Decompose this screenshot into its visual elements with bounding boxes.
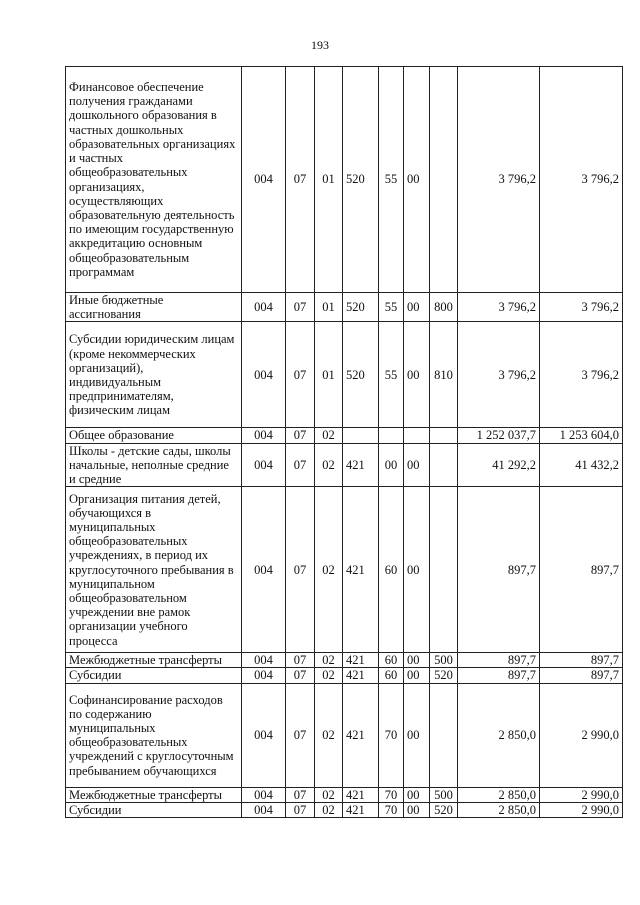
amount-year-2: 3 796,2 [540, 67, 623, 293]
target-code-subprogram: 60 [379, 653, 404, 668]
table-row [66, 293, 623, 322]
amount-year-2: 2 990,0 [540, 787, 623, 802]
target-code-subprogram: 70 [379, 802, 404, 817]
section-code: 07 [286, 802, 315, 817]
section-code: 07 [286, 322, 315, 428]
target-code-article: 00 [404, 322, 430, 428]
target-code-program: 421 [343, 683, 379, 787]
target-code-subprogram: 70 [379, 683, 404, 787]
expense-type-code: 520 [430, 668, 458, 683]
amount-year-1: 3 796,2 [458, 67, 540, 293]
ministry-code: 004 [242, 487, 286, 653]
amount-year-2: 897,7 [540, 487, 623, 653]
subsection-code: 01 [315, 67, 343, 293]
subsection-code: 02 [315, 668, 343, 683]
target-code-subprogram: 55 [379, 67, 404, 293]
subsection-code: 02 [315, 653, 343, 668]
expense-type-code [430, 487, 458, 653]
row-name: Иные бюджетные ассигнования [66, 293, 242, 322]
row-name: Межбюджетные трансферты [66, 787, 242, 802]
expense-type-code [430, 443, 458, 487]
target-code-article: 00 [404, 487, 430, 653]
target-code-article: 00 [404, 653, 430, 668]
section-code: 07 [286, 428, 315, 443]
section-code: 07 [286, 293, 315, 322]
row-name: Субсидии юридическим лицам (кроме некоммерческих организаций), индивидуальным предпринимателям, физическим лицам [66, 322, 242, 428]
expense-type-code [430, 67, 458, 293]
target-code-article: 00 [404, 802, 430, 817]
amount-year-2: 2 990,0 [540, 683, 623, 787]
row-name: Школы - детские сады, школы начальные, неполные средние и средние [66, 443, 242, 487]
target-code-article: 00 [404, 443, 430, 487]
expense-type-code [430, 428, 458, 443]
target-code-subprogram: 55 [379, 293, 404, 322]
row-name: Финансовое обеспечение получения гражданами дошкольного образования в частных дошкольных образовательных организациях и частных общеобразовательных организациях, осуществляющих образовательную деятельность по имеющим государственную аккредитацию основным общеобразовательным программам [66, 67, 242, 293]
target-code-subprogram: 00 [379, 443, 404, 487]
ministry-code: 004 [242, 293, 286, 322]
section-code: 07 [286, 787, 315, 802]
expense-type-code: 520 [430, 802, 458, 817]
ministry-code: 004 [242, 443, 286, 487]
table-row [66, 443, 623, 487]
target-code-program [343, 428, 379, 443]
amount-year-1: 2 850,0 [458, 802, 540, 817]
target-code-article: 00 [404, 683, 430, 787]
subsection-code: 02 [315, 683, 343, 787]
target-code-subprogram: 60 [379, 487, 404, 653]
target-code-article: 00 [404, 668, 430, 683]
section-code: 07 [286, 683, 315, 787]
subsection-code: 01 [315, 322, 343, 428]
amount-year-1: 3 796,2 [458, 293, 540, 322]
amount-year-1: 41 292,2 [458, 443, 540, 487]
subsection-code: 02 [315, 802, 343, 817]
target-code-program: 520 [343, 322, 379, 428]
ministry-code: 004 [242, 653, 286, 668]
target-code-subprogram: 60 [379, 668, 404, 683]
section-code: 07 [286, 487, 315, 653]
target-code-program: 421 [343, 443, 379, 487]
amount-year-1: 2 850,0 [458, 683, 540, 787]
ministry-code: 004 [242, 802, 286, 817]
amount-year-1: 2 850,0 [458, 787, 540, 802]
subsection-code: 02 [315, 487, 343, 653]
ministry-code: 004 [242, 787, 286, 802]
amount-year-1: 897,7 [458, 653, 540, 668]
amount-year-2: 2 990,0 [540, 802, 623, 817]
target-code-subprogram [379, 428, 404, 443]
table-row [66, 428, 623, 443]
budget-table [65, 66, 623, 818]
amount-year-1: 3 796,2 [458, 322, 540, 428]
row-name: Межбюджетные трансферты [66, 653, 242, 668]
expense-type-code: 800 [430, 293, 458, 322]
amount-year-2: 41 432,2 [540, 443, 623, 487]
row-name: Организация питания детей, обучающихся в муниципальных общеобразовательных учреждениях, в период их круглосуточного пребывания в муниципальном общеобразовательном учреждении вне рамок организации учебного процесса [66, 487, 242, 653]
target-code-article [404, 428, 430, 443]
expense-type-code [430, 683, 458, 787]
table-row [66, 802, 623, 817]
subsection-code: 01 [315, 293, 343, 322]
target-code-program: 421 [343, 668, 379, 683]
amount-year-1: 1 252 037,7 [458, 428, 540, 443]
section-code: 07 [286, 67, 315, 293]
expense-type-code: 500 [430, 653, 458, 668]
row-name: Общее образование [66, 428, 242, 443]
amount-year-2: 3 796,2 [540, 293, 623, 322]
target-code-program: 421 [343, 653, 379, 668]
table-row [66, 653, 623, 668]
section-code: 07 [286, 443, 315, 487]
target-code-article: 00 [404, 787, 430, 802]
subsection-code: 02 [315, 443, 343, 487]
row-name: Субсидии [66, 668, 242, 683]
ministry-code: 004 [242, 428, 286, 443]
target-code-program: 421 [343, 802, 379, 817]
target-code-article: 00 [404, 293, 430, 322]
ministry-code: 004 [242, 67, 286, 293]
table-row [66, 787, 623, 802]
amount-year-1: 897,7 [458, 487, 540, 653]
row-name: Субсидии [66, 802, 242, 817]
expense-type-code: 810 [430, 322, 458, 428]
section-code: 07 [286, 653, 315, 668]
target-code-subprogram: 70 [379, 787, 404, 802]
table-row [66, 487, 623, 653]
target-code-subprogram: 55 [379, 322, 404, 428]
subsection-code: 02 [315, 787, 343, 802]
expense-type-code: 500 [430, 787, 458, 802]
row-name: Софинансирование расходов по содержанию муниципальных общеобразовательных учреждений с круглосуточным пребыванием обучающихся [66, 683, 242, 787]
ministry-code: 004 [242, 683, 286, 787]
amount-year-2: 3 796,2 [540, 322, 623, 428]
table-row [66, 683, 623, 787]
subsection-code: 02 [315, 428, 343, 443]
amount-year-2: 897,7 [540, 668, 623, 683]
target-code-program: 421 [343, 487, 379, 653]
target-code-program: 520 [343, 67, 379, 293]
page-number: 193 [311, 38, 329, 52]
target-code-program: 520 [343, 293, 379, 322]
amount-year-2: 1 253 604,0 [540, 428, 623, 443]
ministry-code: 004 [242, 668, 286, 683]
table-row [66, 668, 623, 683]
section-code: 07 [286, 668, 315, 683]
target-code-article: 00 [404, 67, 430, 293]
target-code-program: 421 [343, 787, 379, 802]
table-row [66, 322, 623, 428]
ministry-code: 004 [242, 322, 286, 428]
amount-year-2: 897,7 [540, 653, 623, 668]
table-row [66, 67, 623, 293]
amount-year-1: 897,7 [458, 668, 540, 683]
